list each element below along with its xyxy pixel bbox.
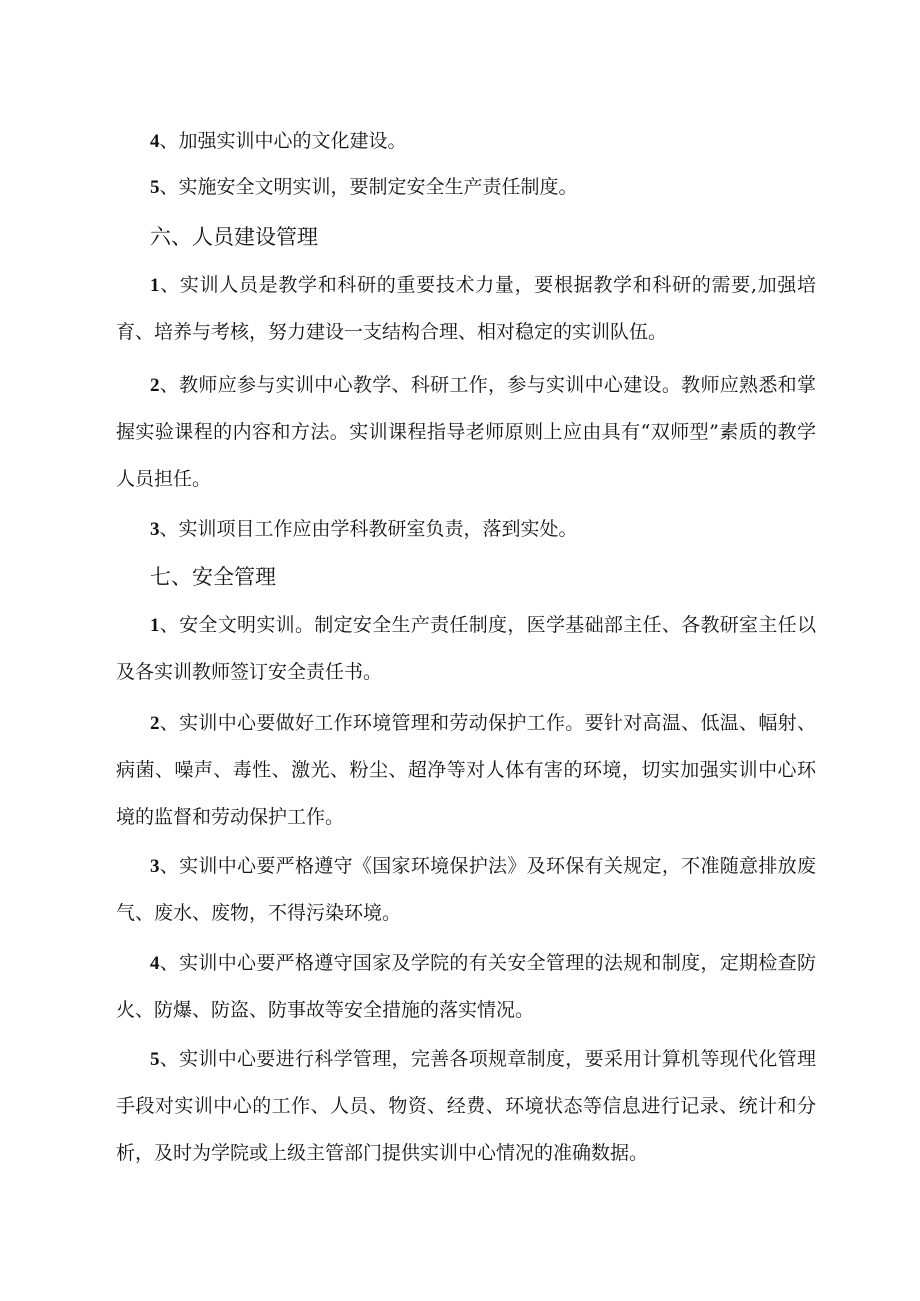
paragraph (116, 118, 816, 165)
paragraph (116, 602, 816, 696)
paragraph-text: 、实训中心要严格遵守国家及学院的有关安全管理的法规和制度，定期检查防火、防爆、防盗、防事故等安全措施的落实情况。 (116, 952, 816, 1021)
paragraph-text: 、实训人员是教学和科研的重要技术力量，要根据教学和科研的需要,加强培育、培养与考核，努力建设一支结构合理、相对稳定的实训队伍。 (116, 274, 816, 343)
paragraph (116, 506, 816, 553)
paragraph-text: 、实训项目工作应由学科教研室负责，落到实处。 (159, 518, 578, 540)
item-number: 2 (150, 713, 160, 734)
item-number: 4 (150, 953, 160, 974)
paragraph (116, 940, 816, 1034)
item-number: 1 (150, 615, 160, 636)
item-number: 2 (150, 375, 160, 396)
paragraph-text: 、实训中心要进行科学管理，完善各项规章制度，要采用计算机等现代化管理手段对实训中心的工作、人员、物资、经费、环境状态等信息进行记录、统计和分析，及时为学院或上级主管部门提供实训中心情况的准确数据。 (116, 1048, 816, 1164)
paragraph (116, 362, 816, 503)
item-number: 5 (150, 1049, 160, 1070)
section-heading: 六、人员建设管理 (150, 225, 318, 249)
item-number: 5 (150, 177, 160, 198)
paragraph (116, 262, 816, 356)
paragraph (116, 1036, 816, 1177)
paragraph-text: 、加强实训中心的文化建设。 (159, 130, 407, 152)
paragraph (116, 843, 816, 937)
paragraph (116, 164, 816, 211)
paragraph-text: 、安全文明实训。制定安全生产责任制度，医学基础部主任、各教研室主任以及各实训教师签订安全责任书。 (116, 614, 816, 683)
paragraph-text: 、教师应参与实训中心教学、科研工作，参与实训中心建设。教师应熟悉和掌握实验课程的内容和方法。实训课程指导老师原则上应由具有“双师型”素质的教学人员担任。 (116, 374, 816, 490)
item-number: 3 (150, 856, 160, 877)
item-number: 3 (150, 519, 160, 540)
section-heading: 七、安全管理 (150, 565, 276, 589)
paragraph-text: 、实施安全文明实训，要制定安全生产责任制度。 (159, 176, 578, 198)
item-number: 1 (150, 275, 160, 296)
paragraph (116, 700, 816, 841)
item-number: 4 (150, 131, 160, 152)
paragraph-text: 、实训中心要严格遵守《国家环境保护法》及环保有关规定，不准随意排放废气、废水、废物，不得污染环境。 (116, 855, 816, 924)
paragraph-text: 、实训中心要做好工作环境管理和劳动保护工作。要针对高温、低温、幅射、病菌、噪声、毒性、激光、粉尘、超净等对人体有害的环境，切实加强实训中心环境的监督和劳动保护工作。 (116, 712, 816, 828)
